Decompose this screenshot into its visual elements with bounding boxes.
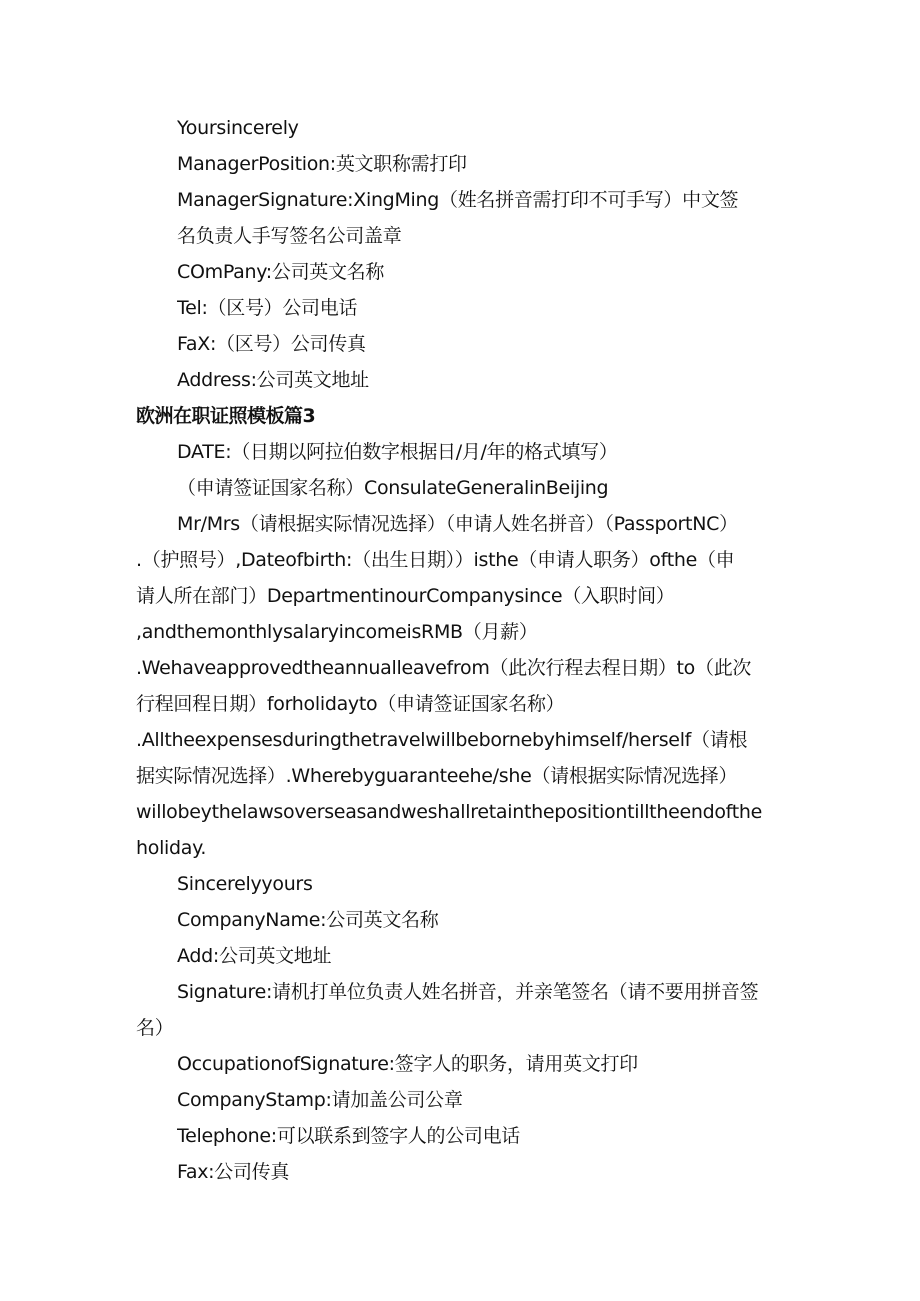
consulate-line: （申请签证国家名称）ConsulateGeneralinBeijing <box>177 477 609 499</box>
body-line: .Alltheexpensesduringthetravelwillbebornebyhimself/herself（请根 <box>136 729 748 751</box>
body-line: 行程回程日期）forholidayto（申请签证国家名称） <box>136 693 565 715</box>
body-line: .Wehaveapprovedtheannualleavefrom（此次行程去程日期）to（此次 <box>136 657 752 679</box>
date-line: DATE:（日期以阿拉伯数字根据日/月/年的格式填写） <box>177 441 618 463</box>
body-line: Mr/Mrs（请根据实际情况选择）（申请人姓名拼音）（PassportNC） <box>177 513 738 535</box>
signature-line-2: 名） <box>136 1017 174 1039</box>
body-line: 请人所在部门）DepartmentinourCompanysince（入职时间） <box>136 585 675 607</box>
closing-sincerelyyours: Sincerelyyours <box>177 873 313 895</box>
add-line: Add:公司英文地址 <box>177 945 332 967</box>
company-name-line: CompanyName:公司英文名称 <box>177 909 439 931</box>
signature-line-1: Signature:请机打单位负责人姓名拼音，并亲笔签名（请不要用拼音签 <box>177 981 759 1003</box>
fax-line-2: Fax:公司传真 <box>177 1161 290 1183</box>
telephone-line: Telephone:可以联系到签字人的公司电话 <box>177 1125 520 1147</box>
manager-signature-line-1: ManagerSignature:XingMing（姓名拼音需打印不可手写）中文签 <box>177 189 739 211</box>
body-line: holiday. <box>136 837 207 859</box>
body-line: ,andthemonthlysalaryincomeisRMB（月薪） <box>136 621 538 643</box>
body-line: .（护照号）,Dateofbirth:（出生日期））isthe（申请人职务）ofthe（申 <box>136 549 735 571</box>
body-line: willobeythelawsoverseasandweshallretainthepositiontilltheendofthe <box>136 801 763 823</box>
section-heading: 欧洲在职证照模板篇3 <box>136 405 316 427</box>
company-stamp-line: CompanyStamp:请加盖公司公章 <box>177 1089 463 1111</box>
manager-position: ManagerPosition:英文职称需打印 <box>177 153 467 175</box>
manager-signature-line-2: 名负责人手写签名公司盖章 <box>177 225 402 247</box>
tel-line: Tel:（区号）公司电话 <box>177 297 358 319</box>
fax-line: FaX:（区号）公司传真 <box>177 333 366 355</box>
body-line: 据实际情况选择）.Wherebyguaranteehe/she（请根据实际情况选择） <box>136 765 738 787</box>
occupation-line: OccupationofSignature:签字人的职务，请用英文打印 <box>177 1053 638 1075</box>
closing-yoursincerely: Yoursincerely <box>177 117 299 139</box>
company-line: COmPany:公司英文名称 <box>177 261 385 283</box>
address-line: Address:公司英文地址 <box>177 369 369 391</box>
